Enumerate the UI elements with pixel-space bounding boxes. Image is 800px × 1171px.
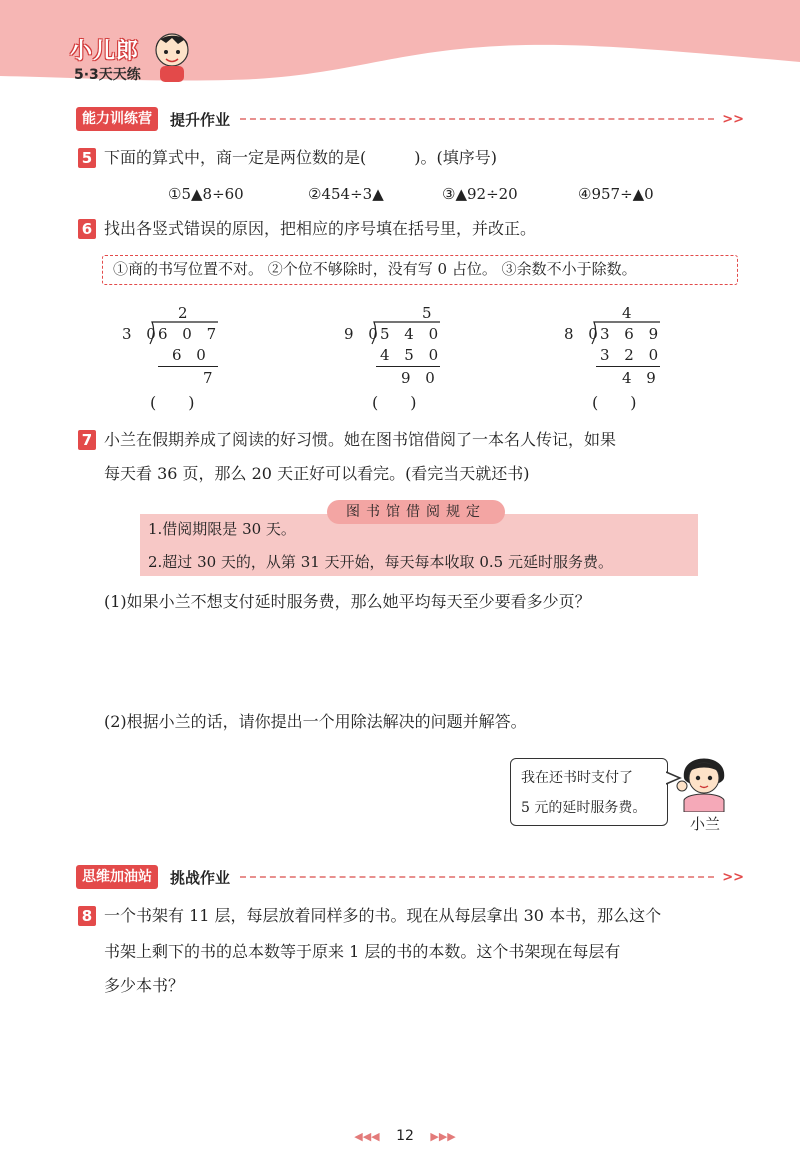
dividend: 5 4 0 — [380, 325, 444, 343]
rule-2: 2.超过 30 天的，从第 31 天开始，每天每本收取 0.5 元延时服务费。 — [148, 553, 613, 571]
question-text-line2: 每天看 36 页，那么 20 天正好可以看完。(看完当天就还书) — [104, 464, 530, 483]
rule-1: 1.借阅期限是 30 天。 — [148, 520, 296, 538]
bubble-line-1: 我在还书时支付了 — [521, 770, 633, 786]
speech-bubble — [510, 758, 668, 826]
mascot-boy-icon — [150, 28, 194, 84]
subtraction-line — [158, 366, 218, 367]
option-4: ④957÷▲0 — [578, 185, 654, 203]
quotient: 5 — [422, 304, 437, 322]
chevron-right-icon: >> — [722, 111, 744, 127]
option-2: ②454÷3▲ — [308, 185, 384, 203]
product: 4 5 0 — [380, 346, 444, 364]
triangle-left-icon: ◀◀◀ — [354, 1130, 380, 1143]
quotient: 2 — [178, 304, 193, 322]
girl-avatar-icon — [674, 748, 734, 812]
brand-logo: 小儿郎 — [70, 39, 140, 64]
section-label: 挑战作业 — [170, 868, 231, 887]
sub-question-1: (1)如果小兰不想支付延时服务费，那么她平均每天至少要看多少页？ — [104, 592, 591, 611]
sub-question-2: (2)根据小兰的话，请你提出一个用除法解决的问题并解答。 — [104, 712, 527, 731]
dividend: 3 6 9 — [600, 325, 664, 343]
answer-blank[interactable]: ( ) — [372, 393, 417, 412]
product: 6 0 — [172, 346, 211, 364]
answer-blank[interactable]: ( ) — [592, 393, 637, 412]
question-number: 5 — [78, 148, 96, 168]
question-number: 8 — [78, 906, 96, 926]
question-text-line3: 多少本书？ — [104, 976, 185, 995]
page-number: 12 — [396, 1128, 414, 1144]
option-1: ①5▲8÷60 — [168, 185, 244, 203]
rules-title: 图书馆借阅规定 — [327, 500, 505, 524]
subtraction-line — [596, 366, 660, 367]
product: 3 2 0 — [600, 346, 664, 364]
divisor: 8 0 — [564, 325, 603, 343]
quotient: 4 — [622, 304, 637, 322]
section-title-ability — [76, 107, 744, 131]
remainder: 4 9 — [622, 369, 661, 387]
series-name: 5·3天天练 — [74, 67, 141, 83]
speaker-name: 小兰 — [690, 815, 721, 833]
page-footer — [340, 1128, 470, 1148]
triangle-right-icon: ▶▶▶ — [430, 1130, 456, 1143]
section-title-thinking — [76, 865, 744, 889]
chevron-right-icon: >> — [722, 869, 744, 885]
divider — [240, 118, 714, 120]
dividend: 6 0 7 — [158, 325, 222, 343]
question-text: 找出各竖式错误的原因，把相应的序号填在括号里，并改正。 — [104, 219, 537, 238]
answer-blank[interactable]: ( ) — [150, 393, 195, 412]
subtraction-line — [376, 366, 440, 367]
remainder: 7 — [203, 369, 218, 387]
divider — [240, 876, 714, 878]
bubble-line-2: 5 元的延时服务费。 — [521, 800, 647, 816]
section-label: 提升作业 — [170, 110, 231, 129]
question-number: 6 — [78, 219, 96, 239]
section-tag: 能力训练营 — [76, 107, 158, 131]
divisor: 3 0 — [122, 325, 161, 343]
question-text-line1: 一个书架有 11 层，每层放着同样多的书。现在从每层拿出 30 本书，那么这个 — [104, 906, 662, 925]
option-3: ③▲92÷20 — [442, 185, 518, 203]
question-text-line1: 小兰在假期养成了阅读的好习惯。她在图书馆借阅了一本名人传记，如果 — [104, 430, 617, 449]
remainder: 9 0 — [401, 369, 440, 387]
divisor: 9 0 — [344, 325, 383, 343]
question-number: 7 — [78, 430, 96, 450]
reasons-box: ①商的书写位置不对。 ②个位不够除时，没有写 0 占位。 ③余数不小于除数。 — [102, 255, 738, 285]
section-tag: 思维加油站 — [76, 865, 158, 889]
question-text-line2: 书架上剩下的书的总本数等于原来 1 层的书的本数。这个书架现在每层有 — [104, 942, 621, 961]
question-text: 下面的算式中，商一定是两位数的是( )。(填序号) — [104, 148, 497, 167]
